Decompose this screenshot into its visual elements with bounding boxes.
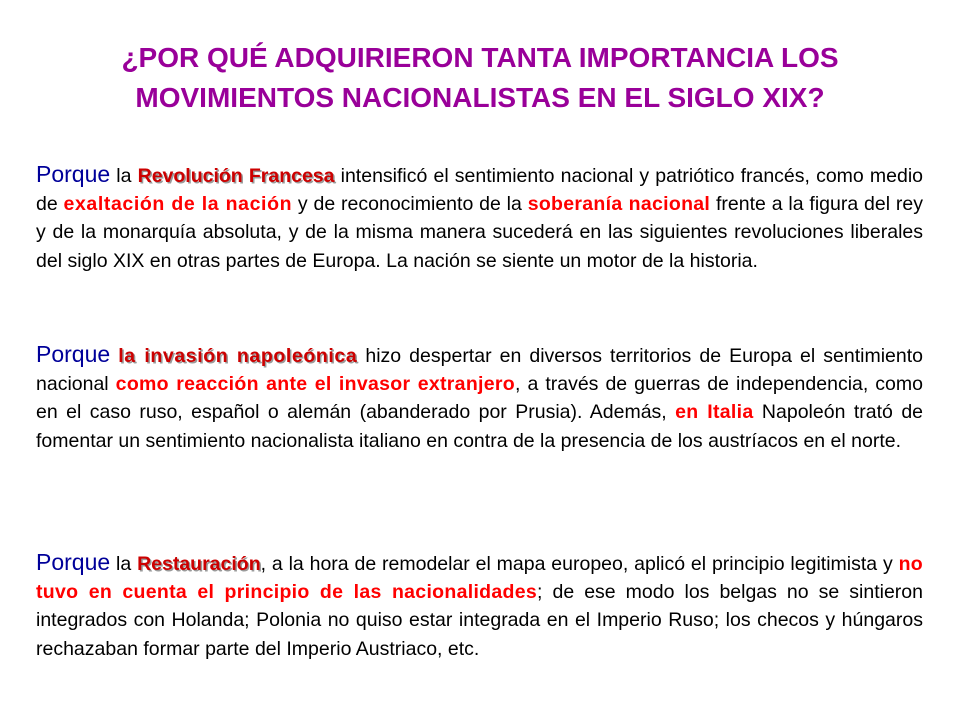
- paragraph-text: la: [110, 165, 138, 187]
- key-term: la invasión napoleónica: [118, 345, 358, 367]
- paragraph-text: intensificó el sentimiento nacional y patriótico francés, como medio de: [36, 165, 923, 216]
- paragraph-french-revolution: [36, 160, 923, 275]
- paragraph-napoleonic-invasion: [36, 340, 923, 455]
- slide-title: [40, 38, 920, 118]
- highlighted-phrase: como reacción ante el invasor extranjero: [115, 373, 516, 396]
- slide-title-line-2: MOVIMIENTOS NACIONALISTAS EN EL SIGLO XIX?: [135, 82, 825, 113]
- key-term: Restauración: [137, 553, 261, 575]
- paragraph-text: la: [110, 553, 138, 575]
- paragraph-lead: Porque: [36, 161, 111, 187]
- paragraph-lead: Porque: [36, 341, 111, 367]
- slide-title-line-1: ¿POR QUÉ ADQUIRIERON TANTA IMPORTANCIA LOS: [121, 42, 839, 73]
- key-term: Revolución Francesa: [137, 165, 335, 187]
- highlighted-phrase: en Italia: [675, 401, 754, 424]
- paragraph-text: , a través de guerras de independencia, como en el caso ruso, español o alemán (abanderado por Prusia). Además,: [36, 373, 923, 424]
- paragraph-text: frente a la figura del rey y de la monarquía absoluta, y de la misma manera sucederá en las siguientes revoluciones liberales del siglo XIX en otras partes de Europa. La nación se siente un motor de la historia.: [36, 193, 923, 272]
- paragraph-text: hizo despertar en diversos territorios de Europa el sentimiento nacional: [36, 345, 923, 396]
- highlighted-phrase: soberanía nacional: [527, 193, 711, 216]
- paragraph-text: , a la hora de remodelar el mapa europeo, aplicó el principio legitimista y: [260, 553, 899, 575]
- highlighted-phrase: exaltación de la nación: [63, 193, 293, 216]
- highlighted-phrase: no tuvo en cuenta el principio de las nacionalidades: [36, 553, 924, 604]
- paragraph-text: Napoleón trató de fomentar un sentimiento nacionalista italiano en contra de la presencia de los austríacos en el norte.: [36, 401, 924, 452]
- paragraph-text: ; de ese modo los belgas no se sintieron integrados con Holanda; Polonia no quiso estar integrada en el Imperio Ruso; los checos y húngaros rechazaban formar parte del Imperio Austriaco, etc.: [36, 581, 923, 660]
- paragraph-restoration: [36, 548, 923, 663]
- paragraph-text: y de reconocimiento de la: [292, 193, 528, 216]
- paragraph-lead: Porque: [36, 549, 111, 575]
